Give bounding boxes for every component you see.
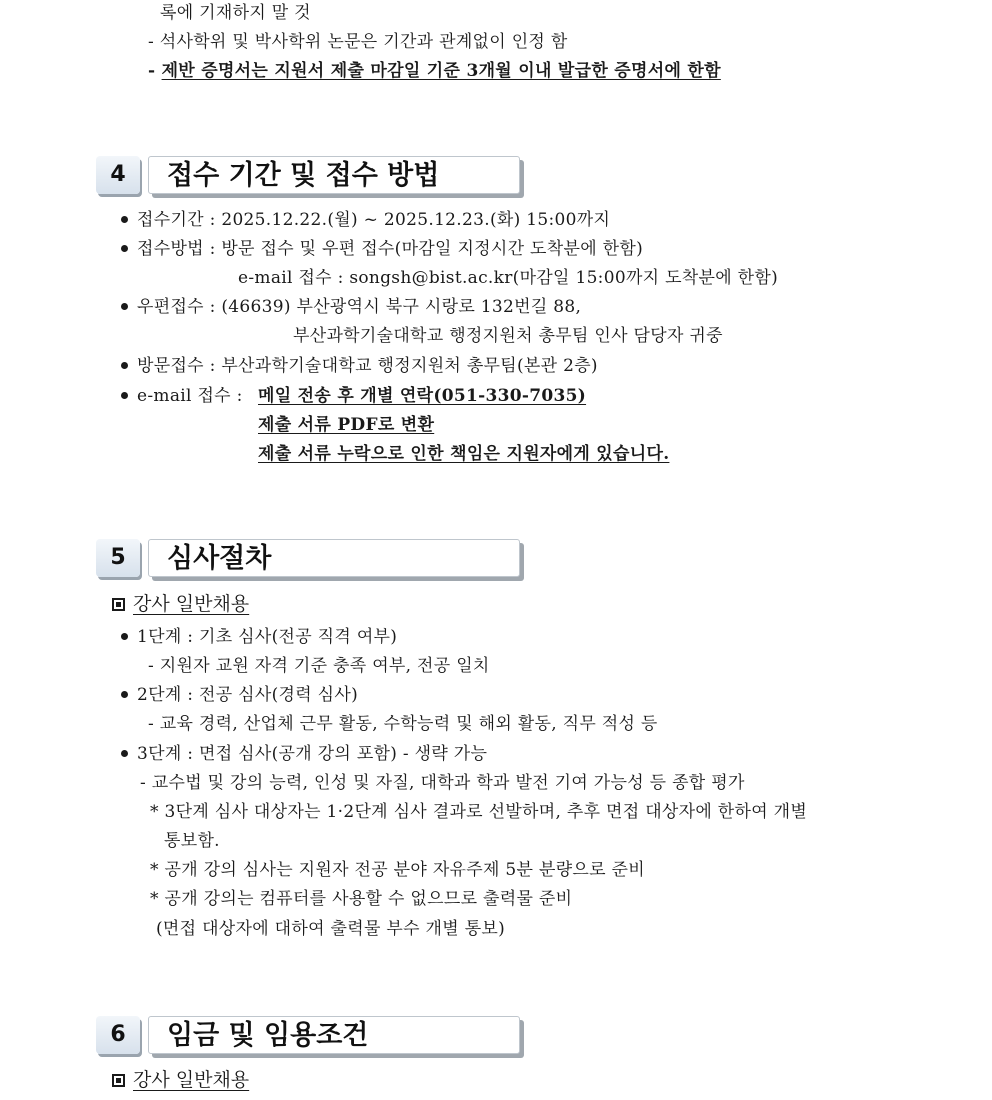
application-method-email: e-mail 접수 : songsh@bist.ac.kr(마감일 15:00까지 도착분에 한함) <box>238 268 779 288</box>
email-note-pdf: 제출 서류 PDF로 변환 <box>258 415 435 435</box>
top-dash: - <box>148 61 162 81</box>
stage-2: 2단계 : 전공 심사(경력 심사) <box>137 685 359 705</box>
section-4-title: 접수 기간 및 접수 방법 <box>148 156 520 194</box>
section-6-title: 임금 및 임용조건 <box>148 1016 520 1054</box>
bullet-icon <box>121 691 128 698</box>
top-text-line-1: 록에 기재하지 말 것 <box>160 3 311 23</box>
bullet-icon <box>121 392 128 399</box>
square-bullet-icon <box>112 598 125 611</box>
subheading-label: 강사 일반채용 <box>133 1069 250 1091</box>
square-bullet-icon <box>112 1074 125 1087</box>
stage-3-detail: - 교수법 및 강의 능력, 인성 및 자질, 대학과 학과 발전 기여 가능성 등 종합 평가 <box>140 773 745 793</box>
bullet-icon <box>121 750 128 757</box>
stage-1: 1단계 : 기초 심사(전공 직격 여부) <box>137 627 398 647</box>
note-1-cont: 통보함. <box>164 831 220 851</box>
top-text-line-2: - 석사학위 및 박사학위 논문은 기간과 관계없이 인정 함 <box>148 32 568 52</box>
certificate-deadline-note: 제반 증명서는 지원서 제출 마감일 기준 3개월 이내 발급한 증명서에 한함 <box>161 61 721 81</box>
stage-3: 3단계 : 면접 심사(공개 강의 포함) - 생략 가능 <box>137 744 488 764</box>
top-text-line-3 <box>148 60 721 82</box>
bullet-icon <box>121 216 128 223</box>
note-3: * 공개 강의는 컴퓨터를 사용할 수 없으므로 출력물 준비 <box>150 889 573 909</box>
subheading-label: 강사 일반채용 <box>133 593 250 615</box>
section-6-number: 6 <box>96 1016 140 1054</box>
email-application-label: e-mail 접수 : <box>137 386 243 406</box>
email-note-responsibility: 제출 서류 누락으로 인한 책임은 지원자에게 있습니다. <box>258 444 670 464</box>
application-method: 접수방법 : 방문 접수 및 우편 접수(마감일 지정시간 도착분에 한함) <box>137 239 643 259</box>
stage-1-detail: - 지원자 교원 자격 기준 충족 여부, 전공 일치 <box>148 656 490 676</box>
note-4: (면접 대상자에 대하여 출력물 부수 개별 통보) <box>156 919 506 939</box>
section-5-title: 심사절차 <box>148 539 520 577</box>
bullet-icon <box>121 362 128 369</box>
bullet-icon <box>121 245 128 252</box>
note-2: * 공개 강의 심사는 지원자 전공 분야 자유주제 5분 분량으로 준비 <box>150 860 646 880</box>
section-6-subheading <box>112 1068 249 1092</box>
postal-address: 우편접수 : (46639) 부산광역시 북구 시랑로 132번길 88, <box>137 297 582 317</box>
stage-2-detail: - 교육 경력, 산업체 근무 활동, 수학능력 및 해외 활동, 직무 적성 등 <box>148 714 658 734</box>
bullet-icon <box>121 303 128 310</box>
email-note-contact: 메일 전송 후 개별 연락(051-330-7035) <box>258 386 587 406</box>
section-4-number: 4 <box>96 156 140 194</box>
section-5-subheading <box>112 592 249 616</box>
bullet-icon <box>121 633 128 640</box>
note-1: * 3단계 심사 대상자는 1·2단계 심사 결과로 선발하며, 추후 면접 대상자에 한하여 개별 <box>150 802 808 822</box>
section-5-number: 5 <box>96 539 140 577</box>
visit-application: 방문접수 : 부산과학기술대학교 행정지원처 총무팀(본관 2층) <box>137 356 598 376</box>
postal-recipient: 부산과학기술대학교 행정지원처 총무팀 인사 담당자 귀중 <box>293 326 723 346</box>
application-period: 접수기간 : 2025.12.22.(월) ~ 2025.12.23.(화) 15:00까지 <box>137 210 611 230</box>
